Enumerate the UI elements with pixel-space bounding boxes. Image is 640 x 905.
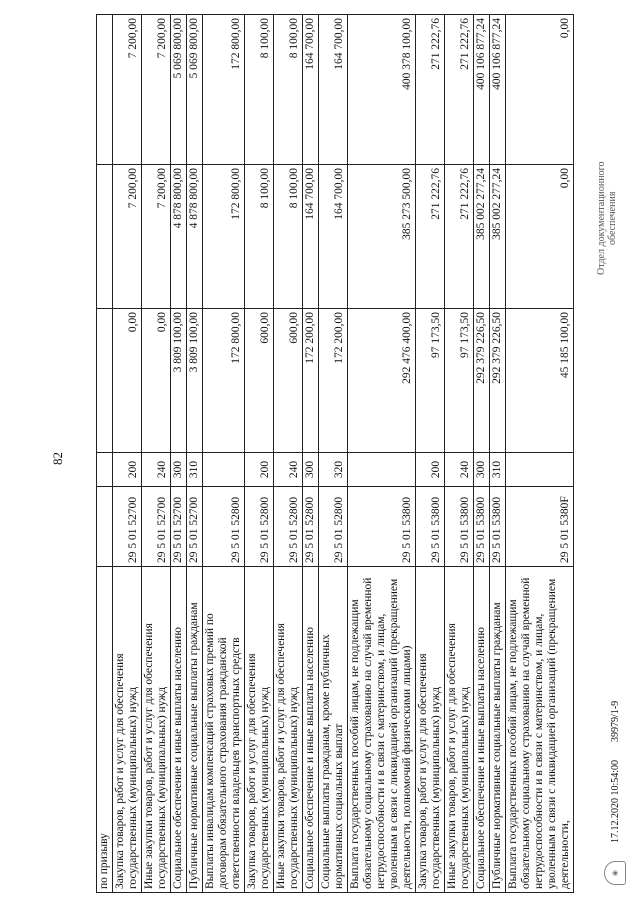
cell-code [97, 487, 113, 567]
cell-v1: 97 173,50 [445, 309, 474, 453]
cell-name: Публичные нормативные социальные выплаты гражданам [490, 567, 506, 893]
cell-code: 29 5 01 53800 [416, 487, 445, 567]
table-row [274, 15, 303, 893]
cell-kvr: 300 [474, 453, 490, 487]
footer [604, 701, 626, 885]
cell-code: 29 5 01 5380F [506, 487, 574, 567]
cell-code: 29 5 01 52800 [245, 487, 274, 567]
table-row [113, 15, 142, 893]
budget-table [96, 14, 574, 893]
cell-v2: 385 002 277,24 [474, 165, 490, 309]
cell-v2: 7 200,00 [113, 165, 142, 309]
cell-code: 29 5 01 53800 [490, 487, 506, 567]
cell-kvr [348, 453, 416, 487]
table-row [445, 15, 474, 893]
cell-v1: 600,00 [245, 309, 274, 453]
cell-v1: 45 185 100,00 [506, 309, 574, 453]
cell-v1: 600,00 [274, 309, 303, 453]
cell-code: 29 5 01 52700 [171, 487, 187, 567]
cell-v3: 271 222,76 [445, 15, 474, 165]
cell-kvr [203, 453, 245, 487]
table-row [319, 15, 348, 893]
cell-v1: 97 173,50 [416, 309, 445, 453]
cell-v2: 0,00 [506, 165, 574, 309]
cell-kvr: 320 [319, 453, 348, 487]
cell-v1: 0,00 [113, 309, 142, 453]
cell-v1: 292 379 226,50 [474, 309, 490, 453]
footer-doc-id: 39979/1-9 [609, 700, 621, 742]
cell-v2: 7 200,00 [142, 165, 171, 309]
cell-v3: 164 700,00 [303, 15, 319, 165]
cell-v2: 164 700,00 [303, 165, 319, 309]
cell-v2: 164 700,00 [319, 165, 348, 309]
table-row [490, 15, 506, 893]
cell-v3: 5 069 800,00 [171, 15, 187, 165]
table-row [245, 15, 274, 893]
cell-v3: 7 200,00 [113, 15, 142, 165]
cell-name: Выплаты инвалидам компенсаций страховых премий по договорам обязательного страхования гражданской ответственности владельцев транспортных средств [203, 567, 245, 893]
cell-kvr: 300 [171, 453, 187, 487]
cell-v1: 172 800,00 [203, 309, 245, 453]
cell-v2: 172 800,00 [203, 165, 245, 309]
cell-name: Социальное обеспечение и иные выплаты населению [474, 567, 490, 893]
table-row [97, 15, 113, 893]
cell-v1: 172 200,00 [303, 309, 319, 453]
cell-v2: 271 222,76 [445, 165, 474, 309]
cell-v2: 8 100,00 [245, 165, 274, 309]
cell-v3: 400 106 877,24 [474, 15, 490, 165]
cell-kvr: 200 [416, 453, 445, 487]
budget-table-body [97, 15, 574, 893]
cell-v2 [97, 165, 113, 309]
cell-v3: 8 100,00 [245, 15, 274, 165]
cell-v2: 8 100,00 [274, 165, 303, 309]
cell-kvr: 310 [490, 453, 506, 487]
cell-code: 29 5 01 53800 [474, 487, 490, 567]
cell-v3: 5 069 800,00 [187, 15, 203, 165]
table-row [187, 15, 203, 893]
table-row [142, 15, 171, 893]
cell-code: 29 5 01 52700 [187, 487, 203, 567]
table-row [171, 15, 187, 893]
cell-v3 [97, 15, 113, 165]
cell-v3: 8 100,00 [274, 15, 303, 165]
cell-name: Выплата государственных пособий лицам, не подлежащим обязательному социальному страхованию на случай временной нетрудоспособности и в связи с материнством, и лицам, уволенным в связи с ликвидацией организаций (прекращением деятельности, полномочий физическими лицами) [348, 567, 416, 893]
cell-v1: 3 809 100,00 [171, 309, 187, 453]
cell-v3: 164 700,00 [319, 15, 348, 165]
cell-kvr [506, 453, 574, 487]
cell-v2: 271 222,76 [416, 165, 445, 309]
cell-name: Иные закупки товаров, работ и услуг для обеспечения государственных (муниципальных) нужд [445, 567, 474, 893]
cell-code: 29 5 01 53800 [348, 487, 416, 567]
cell-v2: 4 878 800,00 [171, 165, 187, 309]
cell-code: 29 5 01 52700 [142, 487, 171, 567]
cell-v3: 271 222,76 [416, 15, 445, 165]
cell-v2: 385 002 277,24 [490, 165, 506, 309]
cell-name: Иные закупки товаров, работ и услуг для обеспечения государственных (муниципальных) нужд [274, 567, 303, 893]
cell-kvr: 200 [245, 453, 274, 487]
cell-kvr: 240 [445, 453, 474, 487]
cell-name: Публичные нормативные социальные выплаты гражданам [187, 567, 203, 893]
cell-v1: 172 200,00 [319, 309, 348, 453]
table-row [303, 15, 319, 893]
page-number: 82 [50, 452, 65, 465]
table-row [416, 15, 445, 893]
cell-name: Социальное обеспечение и иные выплаты населению [303, 567, 319, 893]
cell-name: Социальное обеспечение и иные выплаты населению [171, 567, 187, 893]
cell-kvr: 200 [113, 453, 142, 487]
cell-v2: 4 878 800,00 [187, 165, 203, 309]
cell-v3: 7 200,00 [142, 15, 171, 165]
emblem-icon: ◉ [604, 861, 626, 885]
cell-code: 29 5 01 53800 [445, 487, 474, 567]
table-row [474, 15, 490, 893]
cell-kvr: 310 [187, 453, 203, 487]
cell-code: 29 5 01 52800 [319, 487, 348, 567]
stamp-line-2: обеспечения [607, 191, 618, 245]
cell-kvr: 300 [303, 453, 319, 487]
cell-kvr [97, 453, 113, 487]
cell-v1: 0,00 [142, 309, 171, 453]
cell-code: 29 5 01 52800 [303, 487, 319, 567]
cell-name: Закупка товаров, работ и услуг для обеспечения государственных (муниципальных) нужд [416, 567, 445, 893]
cell-name: Выплата государственных пособий лицам, не подлежащим обязательному социальному страхованию на случай временной нетрудоспособности и в связи с материнством, и лицам, уволенным в связи с ликвидацией организаций (прекращением деятельности, [506, 567, 574, 893]
cell-v1: 292 476 400,00 [348, 309, 416, 453]
cell-name: Социальные выплаты гражданам, кроме публичных нормативных социальных выплат [319, 567, 348, 893]
cell-code: 29 5 01 52800 [274, 487, 303, 567]
table-row [348, 15, 416, 893]
cell-v1: 292 379 226,50 [490, 309, 506, 453]
cell-name: Закупка товаров, работ и услуг для обеспечения государственных (муниципальных) нужд [113, 567, 142, 893]
cell-name: Иные закупки товаров, работ и услуг для обеспечения государственных (муниципальных) нужд [142, 567, 171, 893]
cell-kvr: 240 [142, 453, 171, 487]
cell-v1: 3 809 100,00 [187, 309, 203, 453]
cell-v2: 385 273 500,00 [348, 165, 416, 309]
cell-kvr: 240 [274, 453, 303, 487]
cell-code: 29 5 01 52800 [203, 487, 245, 567]
table-row [506, 15, 574, 893]
cell-v3: 400 106 877,24 [490, 15, 506, 165]
cell-v3: 400 378 100,00 [348, 15, 416, 165]
cell-v3: 0,00 [506, 15, 574, 165]
stamp-line-1: Отдел документационного [596, 161, 607, 275]
cell-name: по призыву [97, 567, 113, 893]
footer-timestamp: 17.12.2020 10:54:00 [609, 759, 621, 843]
table-row [203, 15, 245, 893]
department-stamp [596, 162, 618, 275]
cell-name: Закупка товаров, работ и услуг для обеспечения государственных (муниципальных) нужд [245, 567, 274, 893]
cell-v1 [97, 309, 113, 453]
cell-code: 29 5 01 52700 [113, 487, 142, 567]
cell-v3: 172 800,00 [203, 15, 245, 165]
